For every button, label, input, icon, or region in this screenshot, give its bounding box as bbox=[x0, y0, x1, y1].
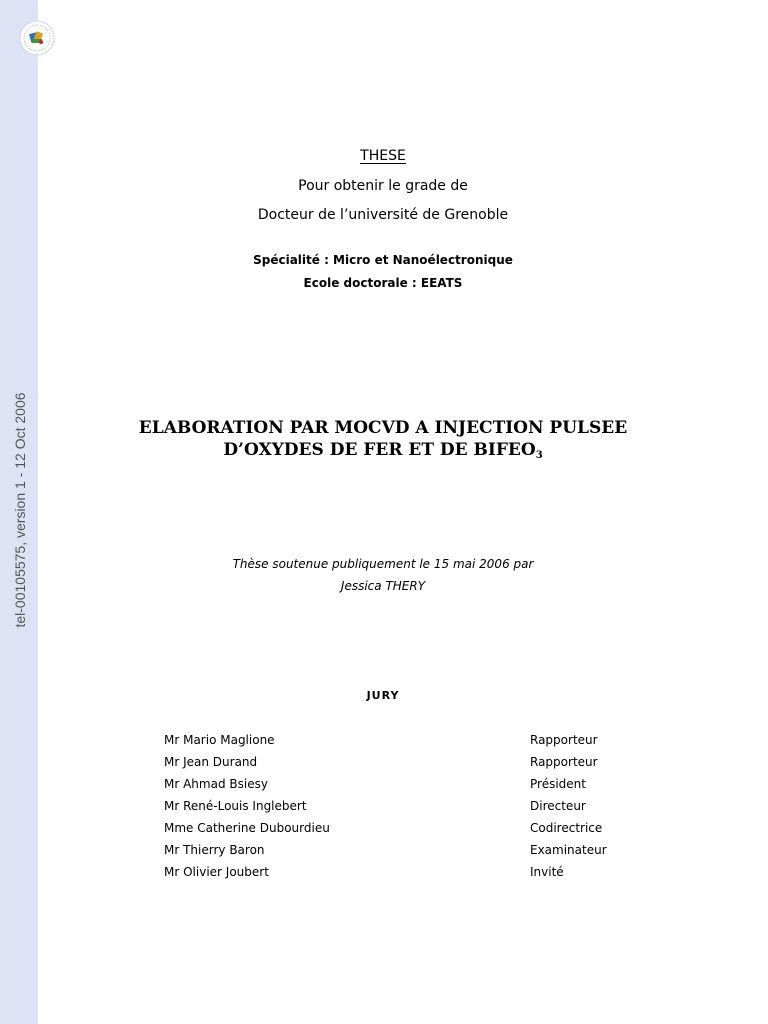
jury-member-row bbox=[164, 819, 644, 841]
thesis-title-line-2 bbox=[38, 440, 728, 461]
jury-member-name: Mr Jean Durand bbox=[164, 755, 258, 769]
hal-archive-logo-icon bbox=[19, 20, 55, 56]
thesis-title-line-2-main: D’OXYDES DE FER ET DE BIFEO bbox=[223, 440, 536, 460]
jury-member-name: Mr Ahmad Bsiesy bbox=[164, 777, 268, 791]
jury-member-role: Examinateur bbox=[530, 843, 607, 857]
speciality-line: Spécialité : Micro et Nanoélectronique bbox=[253, 253, 513, 267]
jury-member-row bbox=[164, 841, 644, 863]
jury-member-row bbox=[164, 731, 644, 753]
jury-member-role: Président bbox=[530, 777, 586, 791]
bifeo-subscript: 3 bbox=[535, 450, 543, 461]
jury-member-role: Invité bbox=[530, 865, 564, 879]
jury-member-row bbox=[164, 863, 644, 885]
defense-statement: Thèse soutenue publiquement le 15 mai 2006 par bbox=[232, 557, 534, 571]
degree-title: Docteur de l’université de Grenoble bbox=[257, 207, 509, 223]
jury-member-name: Mr René-Louis Inglebert bbox=[164, 799, 307, 813]
grade-line: Pour obtenir le grade de bbox=[298, 178, 468, 194]
jury-heading: JURY bbox=[366, 689, 400, 702]
jury-member-name: Mme Catherine Dubourdieu bbox=[164, 821, 330, 835]
doctoral-school-line: Ecole doctorale : EEATS bbox=[303, 276, 463, 290]
jury-member-name: Mr Thierry Baron bbox=[164, 843, 265, 857]
jury-member-name: Mr Mario Maglione bbox=[164, 733, 275, 747]
jury-member-role: Rapporteur bbox=[530, 755, 598, 769]
jury-member-role: Rapporteur bbox=[530, 733, 598, 747]
author-name: Jessica THERY bbox=[340, 579, 426, 593]
document-type: THESE bbox=[360, 148, 406, 164]
jury-member-row bbox=[164, 797, 644, 819]
thesis-title-line-1: ELABORATION PAR MOCVD A INJECTION PULSEE bbox=[138, 418, 628, 438]
jury-member-role: Directeur bbox=[530, 799, 586, 813]
jury-member-role: Codirectrice bbox=[530, 821, 603, 835]
jury-member-row bbox=[164, 753, 644, 775]
jury-member-row bbox=[164, 775, 644, 797]
archive-identifier: tel-00105575, version 1 - 12 Oct 2006 bbox=[12, 392, 28, 628]
jury-member-name: Mr Olivier Joubert bbox=[164, 865, 269, 879]
jury-list bbox=[164, 731, 644, 885]
